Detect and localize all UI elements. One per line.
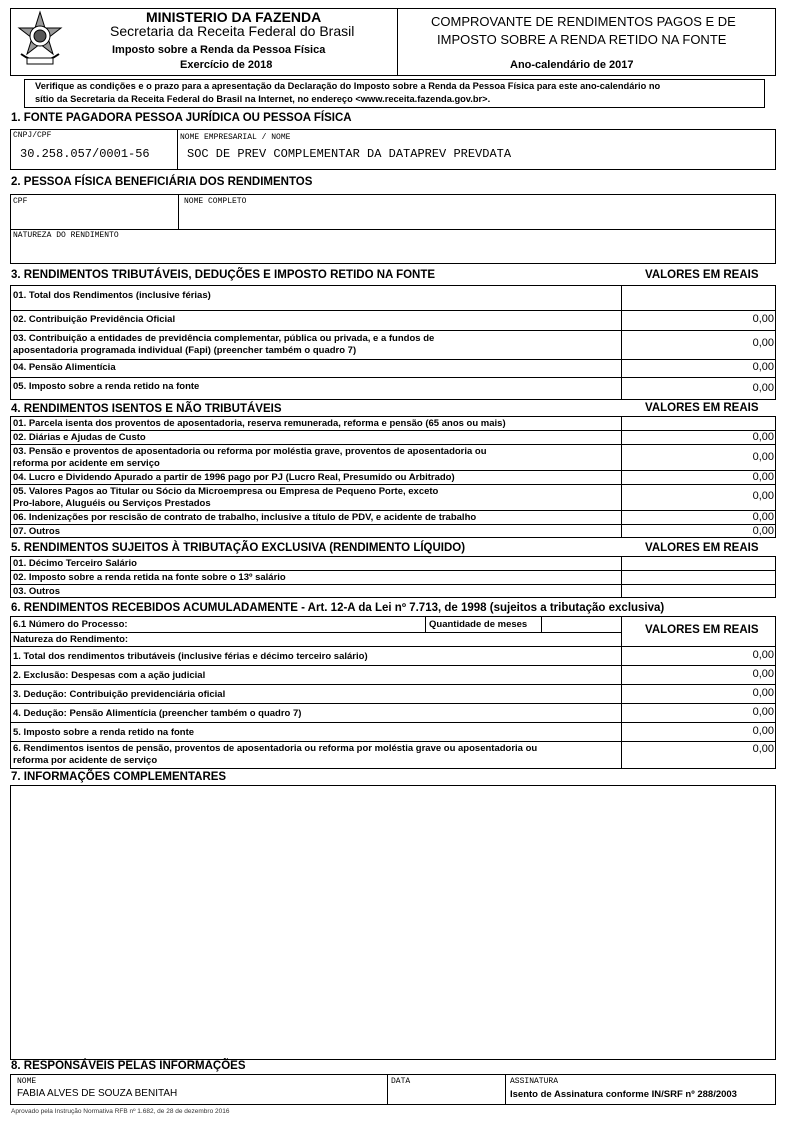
notice-line1: Verifique as condições e o prazo para a apresentação da Declaração do Imposto sobre a Renda da Pessoa Física para este ano-calendário no [35, 81, 661, 91]
s3-row3-label-b: aposentadoria programada individual (Fapi) (preencher também o quadro 7) [13, 345, 357, 356]
payer-name-value: SOC DE PREV COMPLEMENTAR DA DATAPREV PREVDATA [187, 147, 512, 161]
s6-row1-value: 0,00 [752, 649, 774, 661]
section2-divider [178, 194, 179, 229]
section7-title: 7. INFORMAÇÕES COMPLEMENTARES [11, 771, 227, 783]
section6-value-col [621, 616, 622, 769]
s4-row5-label-b: Pro-labore, Aluguéis ou Serviços Prestados [13, 498, 211, 509]
section4-value-col [621, 416, 622, 538]
section1-divider [177, 129, 178, 170]
approval-footer: Aprovado pela Instrução Normativa RFB nº 1.682, de 28 de dezembro 2016 [11, 1108, 230, 1115]
s4-row5-label-a: 05. Valores Pagos ao Titular ou Sócio da Microempresa ou Empresa de Pequeno Porte, exceto [13, 486, 439, 497]
s6-months-divider [541, 616, 542, 632]
section1-title: 1. FONTE PAGADORA PESSOA JURÍDICA OU PESSOA FÍSICA [11, 112, 352, 124]
section3-value-col [621, 285, 622, 400]
s6-months-label: Quantidade de meses [429, 619, 528, 630]
s6-process-label: 6.1 Número do Processo: [13, 619, 128, 630]
section2-title: 2. PESSOA FÍSICA BENEFICIÁRIA DOS RENDIMENTOS [11, 176, 313, 188]
cpf-label: CPF [13, 197, 28, 206]
s6-row4-value: 0,00 [752, 706, 774, 718]
s6-line5 [10, 741, 776, 742]
document-title-line1: COMPROVANTE DE RENDIMENTOS PAGOS E DE [431, 14, 736, 29]
s6-nature-label: Natureza do Rendimento: [13, 634, 129, 645]
s3-row4-label: 04. Pensão Alimentícia [13, 362, 116, 373]
s3-line2 [10, 330, 776, 331]
section5-title: 5. RENDIMENTOS SUJEITOS À TRIBUTAÇÃO EXCLUSIVA (RENDIMENTO LÍQUIDO) [11, 542, 466, 554]
s6-row6-value: 0,00 [752, 743, 774, 755]
s6-row4-label: 4. Dedução: Pensão Alimentícia (preencher também o quadro 7) [13, 708, 302, 719]
signature-value: Isento de Assinatura conforme IN/SRF nº 288/2003 [510, 1089, 737, 1100]
s6-process-divider [425, 616, 426, 632]
section5-value-col [621, 556, 622, 598]
s3-row3-label-a: 03. Contribuição a entidades de previdência complementar, pública ou privada, e a fundos de [13, 333, 435, 344]
income-nature-label: NATUREZA DO RENDIMENTO [13, 231, 119, 240]
s4-row5-value: 0,00 [752, 490, 774, 502]
section6-values-header: VALORES EM REAIS [645, 624, 759, 636]
s4-row3-label-b: reforma por acidente em serviço [13, 458, 160, 469]
s3-line1 [10, 310, 776, 311]
s5-row3-label: 03. Outros [13, 586, 60, 597]
s6-line3 [10, 703, 776, 704]
s5-row2-label: 02. Imposto sobre a renda retida na fonte sobre o 13º salário [13, 572, 286, 583]
header-divider [397, 8, 398, 76]
cnpj-label: CNPJ/CPF [13, 131, 52, 140]
section3-values-header: VALORES EM REAIS [645, 269, 759, 281]
s6-row2-label: 2. Exclusão: Despesas com a ação judicial [13, 670, 206, 681]
s4-row4-value: 0,00 [752, 471, 774, 483]
payer-name-label: NOME EMPRESARIAL / NOME [180, 133, 291, 142]
responsible-name-label: NOME [17, 1077, 37, 1086]
exercise-year: Exercício de 2018 [180, 59, 273, 71]
s3-row3-value: 0,00 [752, 337, 774, 349]
s3-row5-label: 05. Imposto sobre a renda retido na fonte [13, 381, 200, 392]
s8-divider2 [505, 1074, 506, 1105]
cnpj-value: 30.258.057/0001-56 [20, 147, 150, 161]
s6-line2 [10, 684, 776, 685]
s5-row1-label: 01. Décimo Terceiro Salário [13, 558, 137, 569]
s6-row6-label-a: 6. Rendimentos isentos de pensão, proventos de aposentadoria ou reforma por moléstia grave ou aposentadoria ou [13, 743, 538, 754]
notice-line2: sítio da Secretaria da Receita Federal do Brasil na Internet, no endereço <www.receita.fazenda.gov.br>. [35, 94, 491, 104]
section2-rowline [10, 229, 776, 230]
s4-line2 [10, 444, 776, 445]
s4-row2-value: 0,00 [752, 431, 774, 443]
s6-line1 [10, 665, 776, 666]
section4-values-header: VALORES EM REAIS [645, 402, 759, 414]
calendar-year: Ano-calendário de 2017 [510, 59, 634, 71]
section3-title: 3. RENDIMENTOS TRIBUTÁVEIS, DEDUÇÕES E IMPOSTO RETIDO NA FONTE [11, 269, 436, 281]
secretariat-name: Secretaria da Receita Federal do Brasil [110, 23, 355, 39]
s6-row3-value: 0,00 [752, 687, 774, 699]
s4-row3-label-a: 03. Pensão e proventos de aposentadoria ou reforma por moléstia grave, proventos de aposentadoria ou [13, 446, 487, 457]
s3-row2-value: 0,00 [752, 313, 774, 325]
s4-row7-label: 07. Outros [13, 526, 60, 537]
brazil-coat-of-arms-icon [15, 10, 65, 70]
s6-row6-label-b: reforma por acidente de serviço [13, 755, 158, 766]
section6-title: 6. RENDIMENTOS RECEBIDOS ACUMULADAMENTE - Art. 12-A da Lei nº 7.713, de 1998 (sujeitos a tributação exclusiva) [11, 602, 665, 614]
s4-row1-label: 01. Parcela isenta dos proventos de aposentadoria, reserva remunerada, reforma e pensão (65 anos ou mais) [13, 418, 506, 429]
s3-row5-value: 0,00 [752, 382, 774, 394]
s6-row3-label: 3. Dedução: Contribuição previdenciária oficial [13, 689, 226, 700]
complementary-info-box [10, 785, 776, 1060]
s4-row3-value: 0,00 [752, 451, 774, 463]
s8-divider1 [387, 1074, 388, 1105]
s6-line0 [10, 646, 776, 647]
s5-line2 [10, 584, 776, 585]
s4-row4-label: 04. Lucro e Dividendo Apurado a partir de 1996 pago por PJ (Lucro Real, Presumido ou Arbitrado) [13, 472, 455, 483]
signature-label: ASSINATURA [510, 1077, 559, 1086]
s3-row2-label: 02. Contribuição Previdência Oficial [13, 314, 176, 325]
s3-line4 [10, 377, 776, 378]
s4-row7-value: 0,00 [752, 525, 774, 537]
section4-title: 4. RENDIMENTOS ISENTOS E NÃO TRIBUTÁVEIS [11, 403, 282, 415]
s3-row4-value: 0,00 [752, 361, 774, 373]
beneficiary-name-label: NOME COMPLETO [184, 197, 247, 206]
s6-row2-value: 0,00 [752, 668, 774, 680]
s5-line1 [10, 570, 776, 571]
tax-name: Imposto sobre a Renda da Pessoa Física [112, 44, 326, 56]
s4-row2-label: 02. Diárias e Ajudas de Custo [13, 432, 146, 443]
s4-row6-value: 0,00 [752, 511, 774, 523]
ministry-name: MINISTERIO DA FAZENDA [146, 9, 322, 25]
s6-row5-value: 0,00 [752, 725, 774, 737]
s4-row6-label: 06. Indenizações por rescisão de contrato de trabalho, inclusive a título de PDV, e acidente de trabalho [13, 512, 477, 523]
document-title-line2: IMPOSTO SOBRE A RENDA RETIDO NA FONTE [437, 32, 727, 47]
s6-line-process [10, 632, 621, 633]
section8-title: 8. RESPONSÁVEIS PELAS INFORMAÇÕES [11, 1060, 246, 1072]
responsible-name-value: FABIA ALVES DE SOUZA BENITAH [17, 1088, 178, 1099]
s6-row5-label: 5. Imposto sobre a renda retido na fonte [13, 727, 195, 738]
s3-line3 [10, 359, 776, 360]
s3-row1-label: 01. Total dos Rendimentos (inclusive férias) [13, 290, 211, 301]
date-label: DATA [391, 1077, 411, 1086]
s4-line4 [10, 484, 776, 485]
s6-row1-label: 1. Total dos rendimentos tributáveis (inclusive férias e décimo terceiro salário) [13, 651, 368, 662]
section5-values-header: VALORES EM REAIS [645, 542, 759, 554]
s6-line4 [10, 722, 776, 723]
